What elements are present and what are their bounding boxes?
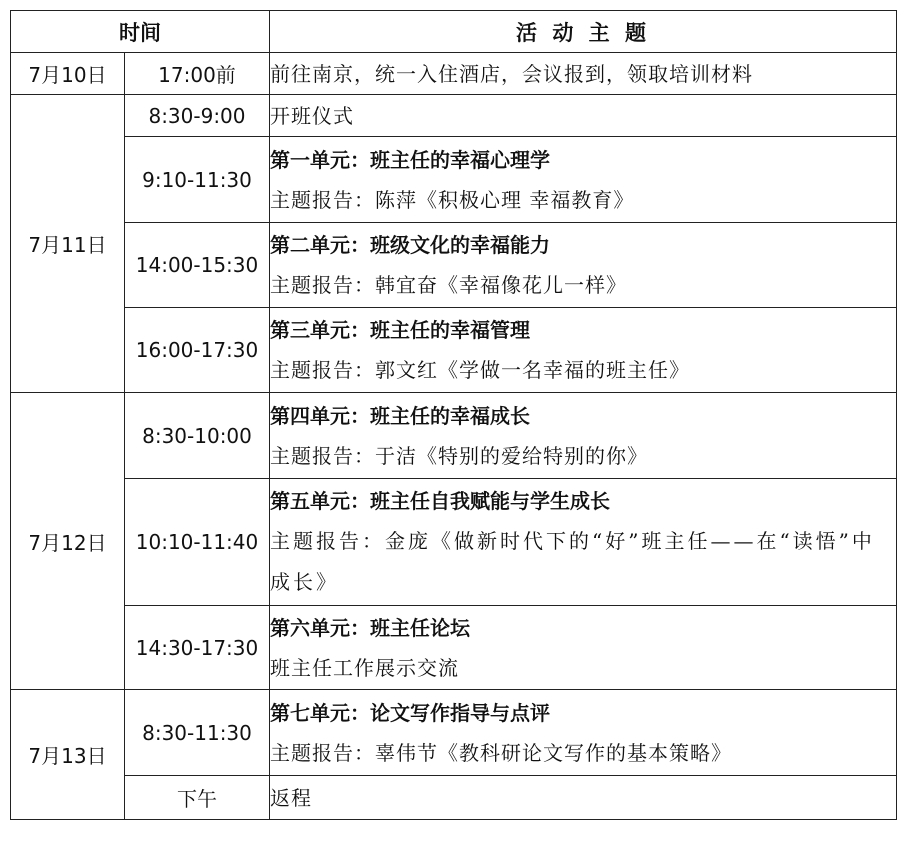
table-row [11,393,897,479]
table-row [11,223,897,308]
unit-title: 第三单元：班主任的幸福管理 [270,318,530,342]
unit-title: 第七单元：论文写作指导与点评 [270,700,550,725]
table-row [11,53,897,95]
table-row [11,776,897,820]
unit-title: 第一单元：班主任的幸福心理学 [270,147,550,172]
time-cell: 8:30-11:30 [125,690,270,776]
time-cell: 8:30-9:00 [125,95,270,137]
activity-cell [270,393,897,479]
table-row [11,95,897,137]
activity-text: 前往南京，统一入住酒店，会议报到，领取培训材料 [270,61,753,86]
header-row [11,11,897,53]
activity-cell [270,479,897,606]
activity-cell [270,223,897,308]
table-row [11,606,897,690]
table-row [11,690,897,776]
unit-title: 第五单元：班主任自我赋能与学生成长 [270,489,610,513]
time-cell: 9:10-11:30 [125,137,270,223]
activity-text: 主题报告：于洁《特别的爱给特别的你》 [270,443,648,468]
activity-cell [270,308,897,393]
unit-title: 第四单元：班主任的幸福成长 [270,403,530,428]
date-cell: 7月12日 [11,393,125,690]
activity-text: 主题报告：陈萍《积极心理 幸福教育》 [270,187,635,212]
date-cell: 7月11日 [11,95,125,393]
table-row [11,308,897,393]
table-row [11,137,897,223]
activity-text: 主题报告：郭文红《学做一名幸福的班主任》 [270,358,690,382]
time-cell: 14:30-17:30 [125,606,270,690]
activity-text: 班主任工作展示交流 [270,655,459,680]
activity-cell [270,690,897,776]
date-cell: 7月13日 [11,690,125,820]
table-row [11,479,897,606]
date-cell: 7月10日 [11,53,125,95]
unit-title: 第二单元：班级文化的幸福能力 [270,233,550,257]
header-time: 时间 [11,11,270,53]
schedule-table [10,10,897,820]
time-cell: 17:00前 [125,53,270,95]
activity-cell [270,95,897,137]
time-cell: 下午 [125,776,270,820]
activity-cell [270,137,897,223]
activity-text: 主题报告：韩宜奋《幸福像花儿一样》 [270,273,627,297]
activity-text: 开班仪式 [270,103,354,128]
activity-cell [270,53,897,95]
time-cell: 8:30-10:00 [125,393,270,479]
activity-text: 返程 [270,785,312,810]
activity-cell [270,606,897,690]
activity-cell [270,776,897,820]
activity-text: 主题报告：辜伟节《教科研论文写作的基本策略》 [270,740,732,765]
activity-text: 主题报告：金庞《做新时代下的“好”班主任——在“读悟”中成长》 [270,529,875,594]
time-cell: 16:00-17:30 [125,308,270,393]
header-activity: 活 动 主 题 [270,11,897,53]
time-cell: 14:00-15:30 [125,223,270,308]
unit-title: 第六单元：班主任论坛 [270,615,470,640]
time-cell: 10:10-11:40 [125,479,270,606]
